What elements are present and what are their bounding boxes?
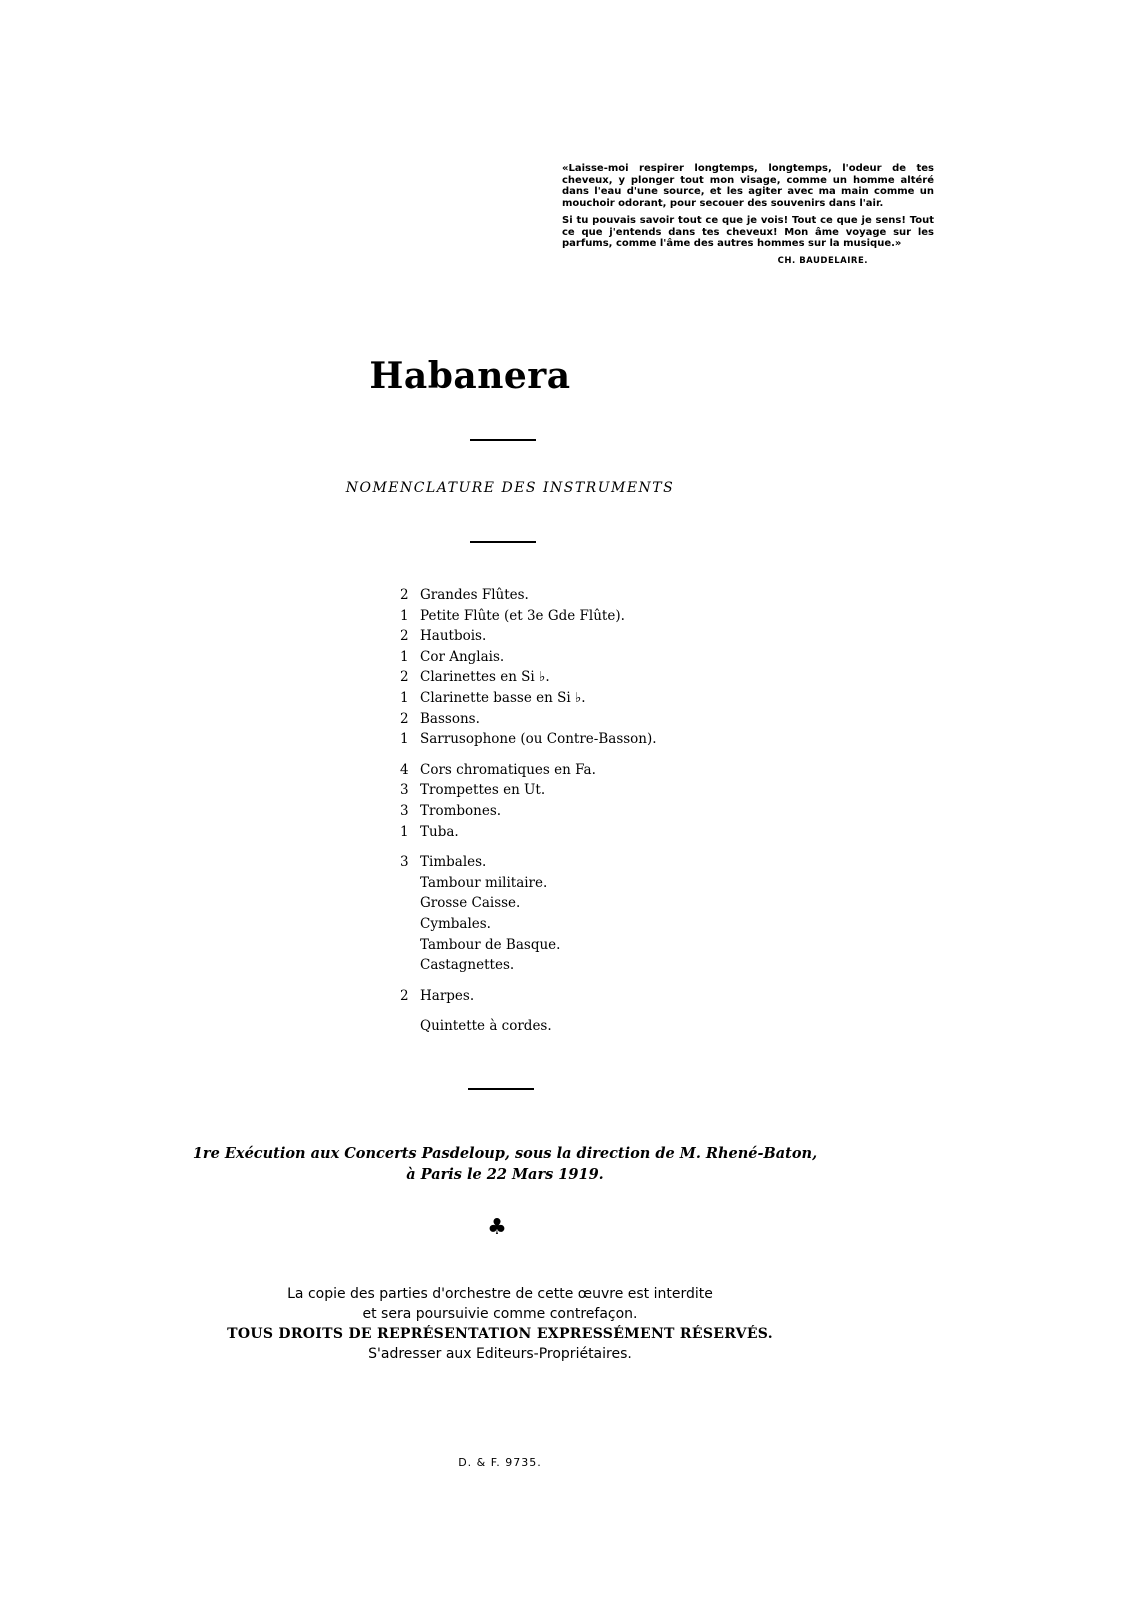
instrument-group: [400, 585, 800, 750]
notice-rights-reserved: TOUS DROITS DE REPRÉSENTATION EXPRESSÉMENT RÉSERVÉS.: [227, 1326, 773, 1342]
instrument-group: [400, 760, 800, 842]
notice-line-2: et sera poursuivie comme contrefaçon.: [362, 1306, 638, 1322]
instrument-name: Cor Anglais.: [420, 648, 505, 665]
instrument-count: 3: [400, 854, 409, 871]
instrument-count: 1: [400, 731, 409, 748]
instrument-name: Trompettes en Ut.: [420, 782, 546, 799]
instrument-name: Grandes Flûtes.: [420, 587, 529, 603]
instrument-name: Clarinettes en Si ♭.: [420, 669, 550, 686]
instrument-name: Cymbales.: [420, 915, 491, 932]
instrument-item: [400, 626, 800, 647]
instrument-item: [400, 1016, 800, 1037]
epigraph-paragraph-2: Si tu pouvais savoir tout ce que je vois! Tout ce que je sens! Tout ce que j'entends dans tes cheveux! Mon âme voyage sur les parfums, comme l'âme des autres hommes sur la musique.»: [562, 215, 934, 249]
epigraph-author: CH. BAUDELAIRE.: [777, 255, 868, 266]
instrument-count: 1: [400, 823, 409, 840]
instrument-item: [400, 647, 800, 668]
instrument-item: [400, 729, 800, 750]
instrument-item: [400, 873, 800, 894]
instrument-item: [400, 760, 800, 781]
instrument-count: 2: [400, 987, 409, 1004]
instrument-item: [400, 852, 800, 873]
instrument-item: [400, 801, 800, 822]
instrument-count: 1: [400, 689, 409, 706]
instrument-list: [400, 585, 800, 1047]
instrument-name: Castagnettes.: [420, 957, 515, 974]
divider-rule: [470, 439, 536, 441]
instrument-item: [400, 585, 800, 606]
instrument-count: 1: [400, 648, 409, 665]
plate-number: D. & F. 9735.: [458, 1456, 542, 1469]
epigraph-paragraph-1: «Laisse-moi respirer longtemps, longtemps, l'odeur de tes cheveux, y plonger tout mon visage, comme un homme altéré dans l'eau d'une source, et les agiter avec ma main comme un mouchoir odorant, pour secouer des souvenirs dans l'air.: [562, 163, 934, 209]
instrument-item: [400, 986, 800, 1007]
instrument-count: 2: [400, 669, 409, 686]
divider-rule: [468, 1088, 534, 1090]
divider-rule: [470, 541, 536, 543]
copyright-notice: [200, 1284, 800, 1364]
instrument-item: [400, 822, 800, 843]
instrument-group: [400, 852, 800, 976]
premiere-line-2: à Paris le 22 Mars 1919.: [406, 1166, 604, 1183]
notice-line-4: S'adresser aux Editeurs-Propriétaires.: [368, 1346, 632, 1362]
premiere-note: [180, 1143, 830, 1185]
instrument-item: [400, 893, 800, 914]
page-title: Habanera: [369, 355, 571, 397]
instrument-count: 1: [400, 607, 409, 624]
ornament-icon: ♣: [487, 1215, 507, 1240]
instrument-count: 2: [400, 587, 409, 603]
instrument-count: 3: [400, 802, 409, 819]
instrument-count: 3: [400, 782, 409, 799]
instrument-group: [400, 986, 800, 1007]
notice-line-1: La copie des parties d'orchestre de cette œuvre est interdite: [287, 1286, 713, 1302]
instrument-name: Hautbois.: [420, 628, 487, 645]
instrument-name: Grosse Caisse.: [420, 895, 521, 912]
instrument-name: Tambour militaire.: [420, 874, 548, 891]
instrument-name: Quintette à cordes.: [420, 1018, 552, 1035]
instrument-count: 2: [400, 628, 409, 645]
instrument-item: [400, 667, 800, 688]
instrument-name: Petite Flûte (et 3e Gde Flûte).: [420, 607, 625, 624]
instrument-item: [400, 688, 800, 709]
instrument-item: [400, 606, 800, 627]
instrument-item: [400, 780, 800, 801]
instrument-item: [400, 914, 800, 935]
instrument-item: [400, 955, 800, 976]
instrument-name: Clarinette basse en Si ♭.: [420, 689, 586, 706]
premiere-ordinal: 1re: [192, 1145, 220, 1162]
instrument-count: 4: [400, 761, 409, 778]
epigraph: [562, 163, 934, 267]
instrument-name: Harpes.: [420, 987, 475, 1004]
instrument-name: Tuba.: [420, 823, 459, 840]
instrument-name: Sarrusophone (ou Contre-Basson).: [420, 731, 657, 748]
instrument-group: [400, 1016, 800, 1037]
instrument-name: Trombones.: [420, 802, 502, 819]
instrument-item: [400, 709, 800, 730]
instrument-item: [400, 935, 800, 956]
instrument-list-heading: NOMENCLATURE DES INSTRUMENTS: [345, 480, 675, 496]
instrument-name: Cors chromatiques en Fa.: [420, 761, 596, 778]
instrument-name: Bassons.: [420, 710, 480, 727]
premiere-line-1: Exécution aux Concerts Pasdeloup, sous la direction de M. Rhené-Baton,: [224, 1145, 818, 1162]
instrument-name: Tambour de Basque.: [420, 936, 561, 953]
instrument-name: Timbales.: [420, 854, 487, 871]
instrument-count: 2: [400, 710, 409, 727]
